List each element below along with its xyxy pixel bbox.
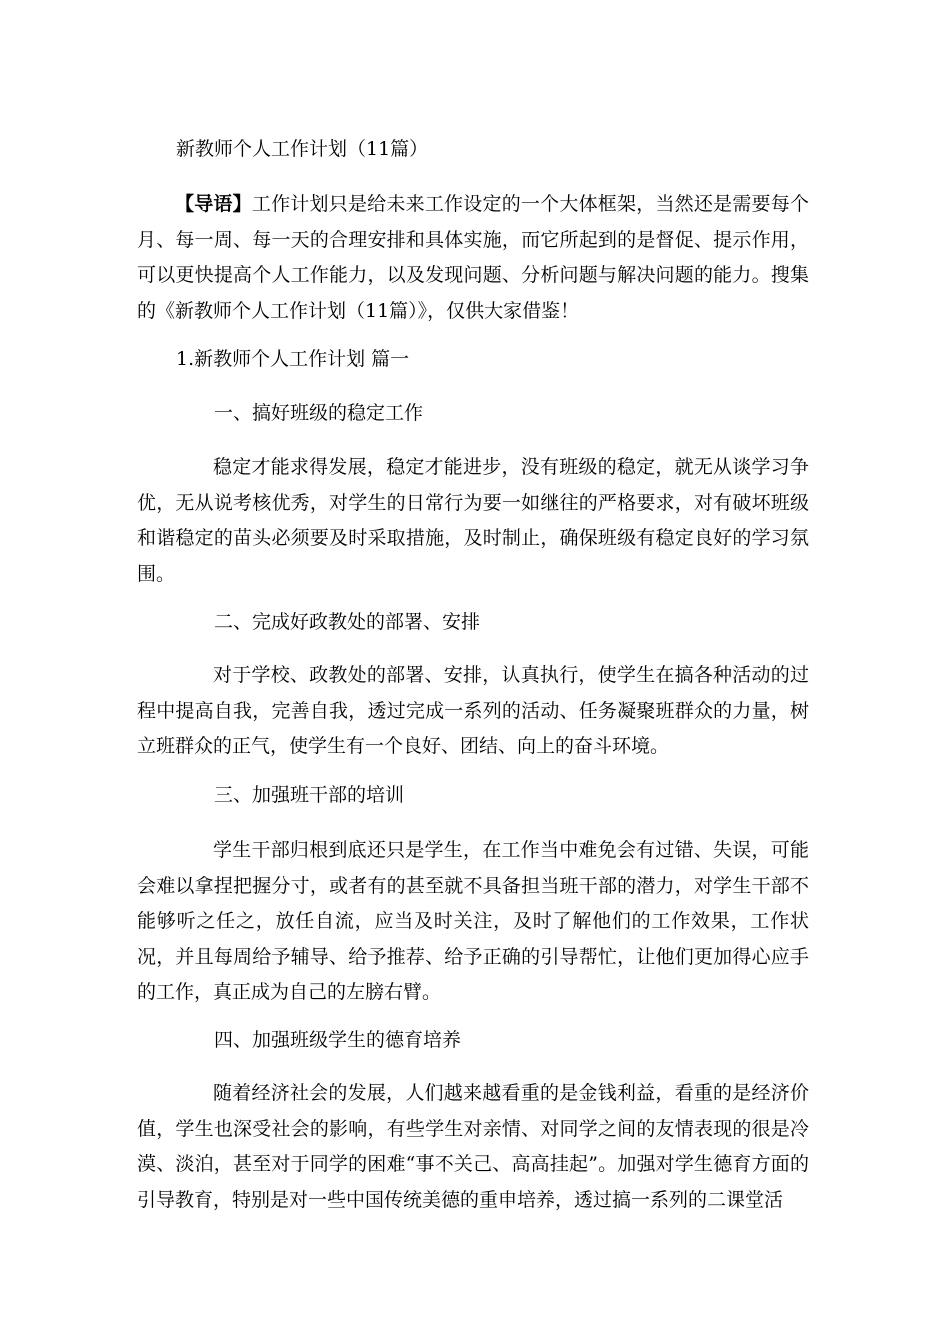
item-heading-2: 二、完成好政教处的部署、安排 (214, 611, 481, 633)
intro-marker: 【导语】 (175, 193, 252, 215)
document-title: 新教师个人工作计划（11篇） (176, 138, 429, 160)
intro-paragraph (137, 187, 809, 329)
item-body-2: 对于学校、政教处的部署、安排，认真执行，使学生在搞各种活动的过程中提高自我，完善自我，透过完成一系列的活动、任务凝聚班群众的力量，树立班群众的正气，使学生有一个良好、团结、向上的奋斗环境。 (137, 664, 809, 757)
item-heading-3: 三、加强班干部的培训 (214, 784, 405, 806)
section-title: 1.新教师个人工作计划 篇一 (176, 348, 410, 370)
intro-text: 工作计划只是给未来工作设定的一个大体框架，当然还是需要每个月、每一周、每一天的合理安排和具体实施，而它所起到的是督促、提示作用，可以更快提高个人工作能力，以及发现问题、分析问题与解决问题的能力。搜集的《新教师个人工作计划（11篇）》，仅供大家借鉴！ (137, 193, 809, 322)
item-body-3: 学生干部归根到底还只是学生，在工作当中难免会有过错、失误，可能会难以拿捏把握分寸，或者有的甚至就不具备担当班干部的潜力，对学生干部不能够听之任之，放任自流，应当及时关注，及时了解他们的工作效果，工作状况，并且每周给予辅导、给予推荐、给予正确的引导帮忙，让他们更加得心应手的工作，真正成为自己的左膀右臂。 (137, 839, 809, 1003)
item-heading-1: 一、搞好班级的稳定工作 (214, 402, 424, 424)
item-body-1: 稳定才能求得发展，稳定才能进步，没有班级的稳定，就无从谈学习争优，无从说考核优秀，对学生的日常行为要一如继往的严格要求，对有破坏班级和谐稳定的苗头必须要及时采取措施，及时制止，确保班级有稳定良好的学习氛围。 (137, 456, 809, 585)
item-body-4: 随着经济社会的发展，人们越来越看重的是金钱利益，看重的是经济价值，学生也深受社会的影响，有些学生对亲情、对同学之间的友情表现的很是冷漠、淡泊，甚至对于同学的困难“事不关己、高高挂起”。加强对学生德育方面的引导教育，特别是对一些中国传统美德的重申培养，透过搞一系列的二课堂活 (137, 1082, 809, 1211)
item-heading-4: 四、加强班级学生的德育培养 (214, 1029, 462, 1051)
